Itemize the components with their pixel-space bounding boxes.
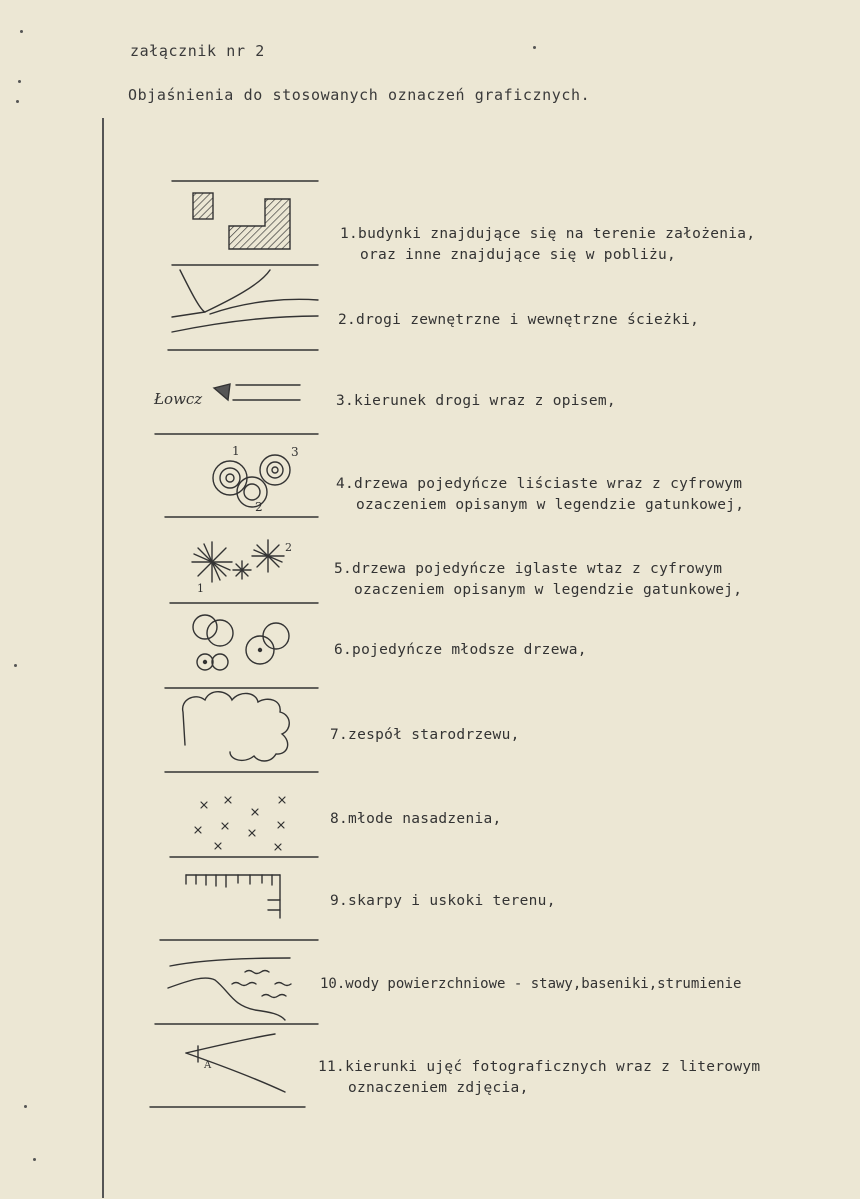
legend-item-8-line-1: 8.młode nasadzenia, (330, 811, 502, 827)
deciduous-number-3: 3 (291, 445, 299, 459)
deciduous-number-1: 1 (232, 444, 240, 458)
scan-speck (533, 46, 536, 49)
legend-item-5-line-2: ozaczeniem opisanym w legendzie gatunkowej, (354, 582, 743, 598)
legend-item-11-line-2: oznaczeniem zdjęcia, (348, 1080, 529, 1096)
scan-speck (16, 100, 19, 103)
legend-item-4-line-1: 4.drzewa pojedyńcze liściaste wraz z cyfrowym (336, 476, 743, 492)
legend-item-6-line-1: 6.pojedyńcze młodsze drzewa, (334, 642, 587, 658)
photo-letter: A (204, 1060, 212, 1071)
legend-item-11-line-1: 11.kierunki ujęć fotograficznych wraz z literowym (318, 1059, 761, 1075)
legend-item-1-line-2: oraz inne znajdujące się w pobliżu, (360, 247, 677, 263)
conifer-number-2: 2 (285, 541, 292, 554)
legend-item-4-line-2: ozaczeniem opisanym w legendzie gatunkowej, (356, 497, 745, 513)
scan-speck (20, 30, 23, 33)
legend-item-2-line-1: 2.drogi zewnętrzne i wewnętrzne ścieżki, (338, 312, 700, 328)
scan-speck (18, 80, 21, 83)
scan-speck (33, 1158, 36, 1161)
scan-speck (14, 664, 17, 667)
conifer-number-1: 1 (197, 582, 204, 595)
deciduous-number-2: 2 (255, 500, 263, 514)
legend-item-7-line-1: 7.zespół starodrzewu, (330, 727, 520, 743)
page-title: Objaśnienia do stosowanych oznaczeń graficznych. (128, 86, 591, 104)
legend-item-3-line-1: 3.kierunek drogi wraz z opisem, (336, 393, 616, 409)
road-direction-label: Łowcz (154, 390, 203, 408)
annex-label: załącznik nr 2 (130, 42, 265, 60)
legend-item-1-line-1: 1.budynki znajdujące się na terenie założenia, (340, 226, 756, 242)
legend-item-9-line-1: 9.skarpy i uskoki terenu, (330, 893, 556, 909)
legend-item-10-line-1: 10.wody powierzchniowe - stawy,baseniki,strumienie (320, 976, 742, 992)
scan-speck (24, 1105, 27, 1108)
legend-item-5-line-1: 5.drzewa pojedyńcze iglaste wtaz z cyfrowym (334, 561, 723, 577)
